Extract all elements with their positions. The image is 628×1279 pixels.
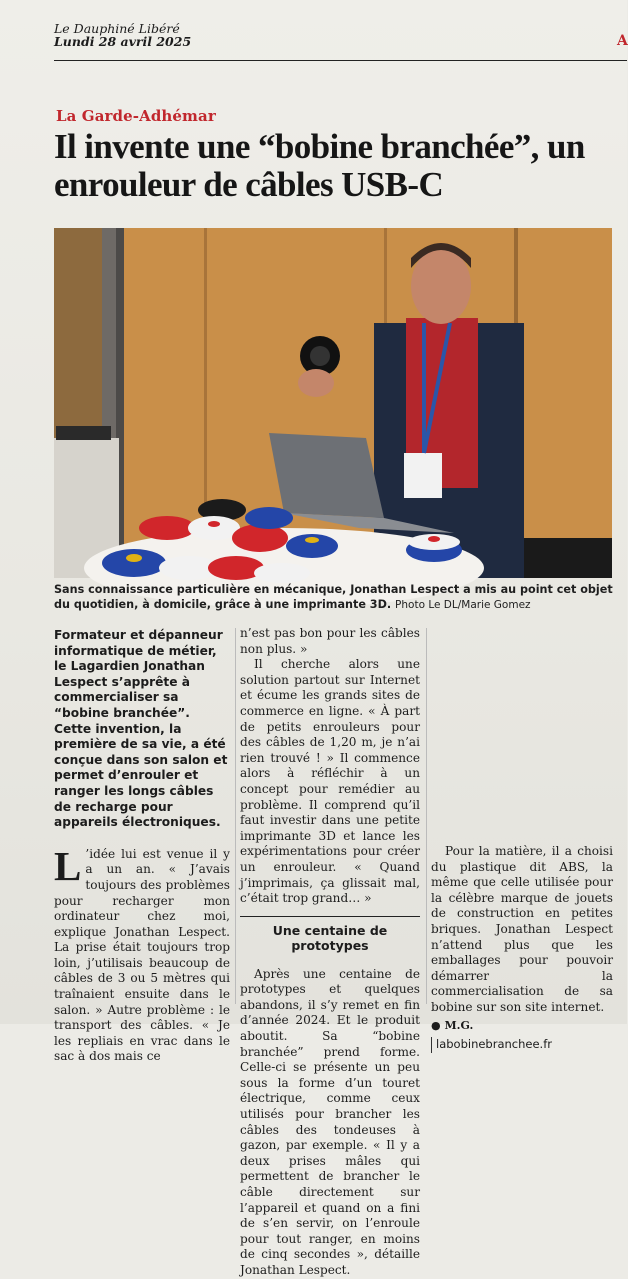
article-body-paragraph: n’est pas bon pour les câbles non plus. » [240, 626, 420, 656]
website-link[interactable]: labobinebranchee.fr [431, 1037, 613, 1053]
article-subhead: Une centaine de prototypes [240, 916, 420, 953]
masthead-rule [54, 60, 627, 61]
dropcap-letter: L [54, 842, 82, 889]
article-body-paragraph: Pour la matière, il a choisi du plastique dit ABS, la même que celle utilisée pour la célèbre marque de jouets de construction en petites briques. Jonathan Lespect n’attend plus que les emballages pour pouvoir démarrer la commercialisation de sa bobine sur son site internet. [431, 844, 613, 1014]
article-column-1 [54, 628, 230, 1065]
publication-date: Lundi 28 avril 2025 [54, 34, 192, 49]
masthead [54, 22, 191, 48]
photo-illustration [54, 228, 612, 578]
photo-credit: Photo Le DL/Marie Gomez [395, 599, 531, 611]
article-body-paragraph: ’idée lui est venue il y a un an. « J’avais toujours des problèmes pour recharger mon ordinateur chez moi, explique Jonathan Lespect. La prise était toujours trop loin, j’utilisais beaucoup de câbles de 3 ou 5 mètres qui traînaient ensuite dans le salon. » Autre problème : le transport des câbles. « Je les repliais en vrac dans le sac à dos mais ce [54, 846, 230, 1064]
paper-name: Le Dauphiné Libéré [54, 21, 180, 36]
article-lead: Formateur et dépanneur informatique de métier, le Lagardien Jonathan Lespect s’apprête à commercialiser sa “bobine branchée”. Cette invention, la première de sa vie, a été conçue dans son salon et permet d’enrouler et ranger les longs câbles de recharge pour appareils électroniques. [54, 628, 228, 830]
photo-caption [54, 582, 614, 613]
column-divider [426, 628, 427, 1004]
author-signature: ● M.G. [431, 1018, 474, 1032]
article-body-paragraph: Il cherche alors une solution partout sur Internet et écume les grands sites de commerce en ligne. « À part de petits enrouleurs pour des câbles de 1,20 m, je n’ai rien trouvé ! » Il commence alors à réfléchir à un concept pour remédier au problème. Il comprend qu’il faut investir dans une petite imprimante 3D et lance les expérimentations pour créer un enrouleur. « Quand j’imprimais, ça glissait mal, c’était trop grand… » [240, 657, 420, 906]
article-kicker: La Garde-Adhémar [56, 107, 216, 125]
column-divider [235, 628, 236, 1004]
signature-text: M.G. [444, 1018, 474, 1032]
caption-text: Sans connaissance particulière en mécanique, Jonathan Lespect a mis au point cet objet du quotidien, à domicile, grâce à une imprimante 3D. [54, 583, 613, 611]
article-headline: Il invente une “bobine branchée”, un enrouleur de câbles USB-C [54, 127, 585, 204]
page-edge-mark: A [617, 33, 628, 49]
article-body-paragraph: Après une centaine de prototypes et quelques abandons, il s’y remet en fin d’année 2024. Et le produit aboutit. Sa “bobine branchée” prend forme. Celle-ci se présente un peu sous la forme d’un touret électrique, comme ceux utilisés pour brancher les câbles des tondeuses à gazon, par exemple. « Il y a deux prises mâles qui permettent de brancher le câble directement sur l’appareil et quand on a fini de s’en servir, on l’enroule pour tout ranger, en moins de cinq secondes », détaille Jonathan Lespect. [240, 966, 420, 1277]
article-photo [54, 228, 612, 578]
article-column-2 [240, 626, 420, 1277]
article-column-3 [431, 626, 613, 1053]
